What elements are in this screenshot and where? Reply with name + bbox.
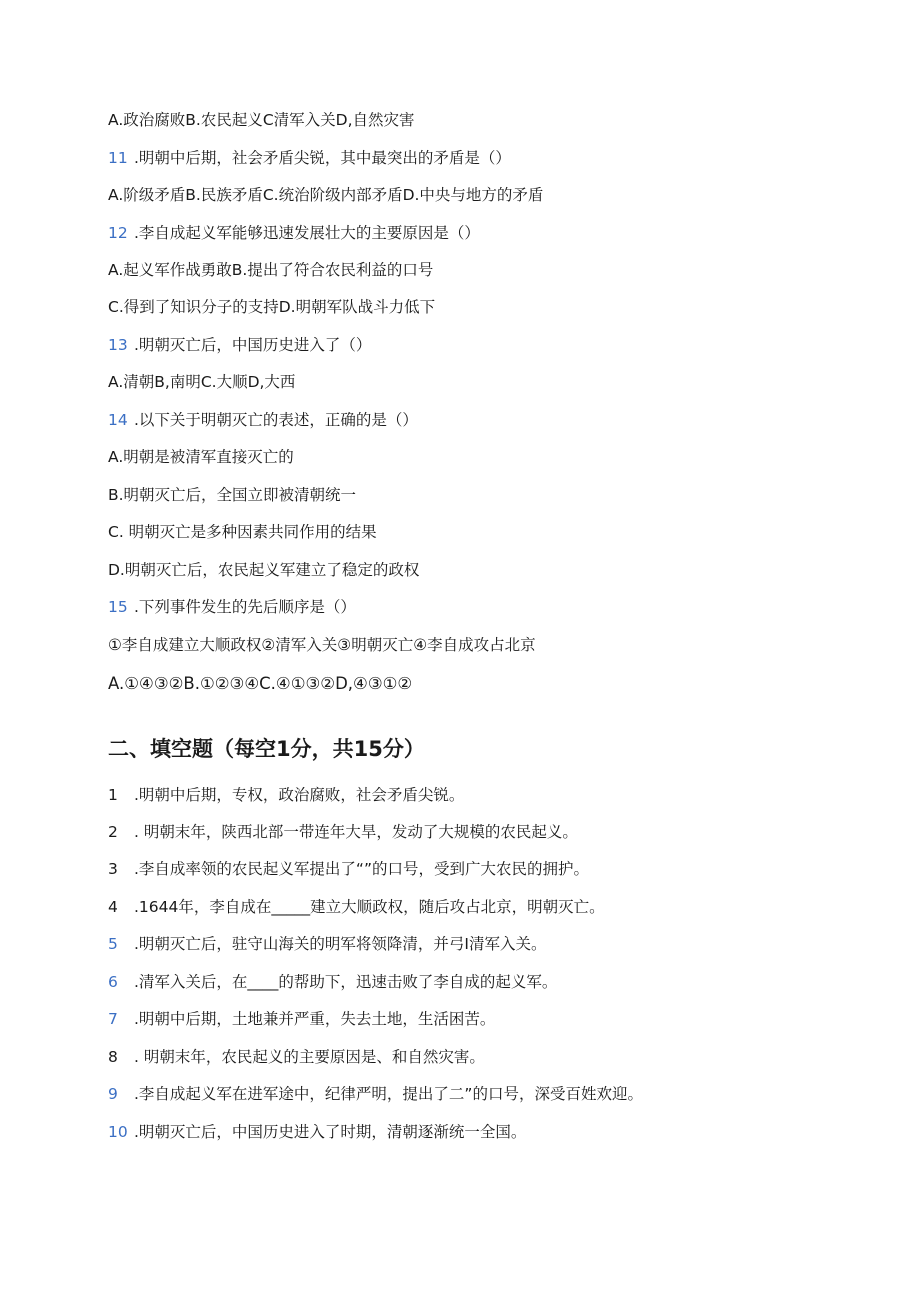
item-text: . 明朝末年，陕西北部一带连年大旱，发动了大规模的农民起义。 bbox=[134, 823, 578, 841]
fill-item-4 bbox=[108, 897, 605, 917]
item-text: .明朝灭亡后，中国历史进入了时期，清朝逐渐统一全国。 bbox=[134, 1123, 527, 1141]
q11-options: A.阶级矛盾B.民族矛盾C.统治阶级内部矛盾D.中央与地方的矛盾 bbox=[108, 186, 544, 204]
fill-item-3 bbox=[108, 859, 589, 879]
fill-item-8 bbox=[108, 1047, 485, 1067]
q14-option-a: A.明朝是被清军直接灭亡的 bbox=[108, 448, 294, 466]
item-number: 9 bbox=[108, 1085, 118, 1103]
item-text: .李自成率领的农民起义军提出了“”的口号，受到广大农民的拥护。 bbox=[134, 860, 589, 878]
question-15 bbox=[108, 597, 356, 617]
q12-options-line-2: C.得到了知识分子的支持D.明朝军队战斗力低下 bbox=[108, 298, 436, 316]
item-text: .李自成起义军在进军途中，纪律严明，提出了二”的口号，深受百姓欢迎。 bbox=[134, 1085, 643, 1103]
fill-item-7 bbox=[108, 1009, 495, 1029]
item-number: 2 bbox=[108, 823, 118, 841]
question-text: .下列事件发生的先后顺序是（） bbox=[134, 598, 356, 616]
question-number: 14 bbox=[108, 411, 128, 429]
q14-option-b: B.明朝灭亡后，全国立即被清朝统一 bbox=[108, 486, 357, 504]
item-number: 10 bbox=[108, 1123, 128, 1141]
question-12 bbox=[108, 223, 480, 243]
fill-item-9 bbox=[108, 1084, 643, 1104]
item-number: 6 bbox=[108, 973, 118, 991]
item-number: 4 bbox=[108, 898, 118, 916]
item-text: .1644年，李自成在_____建立大顺政权，随后攻占北京，明朝灭亡。 bbox=[134, 898, 605, 916]
q15-events: ①李自成建立大顺政权②清军入关③明朝灭亡④李自成攻占北京 bbox=[108, 636, 536, 654]
question-11 bbox=[108, 148, 511, 168]
question-number: 11 bbox=[108, 149, 128, 167]
q14-option-c: C. 明朝灭亡是多种因素共同作用的结果 bbox=[108, 523, 377, 541]
item-text: .明朝中后期，专权，政治腐败，社会矛盾尖锐。 bbox=[134, 786, 465, 804]
item-number: 3 bbox=[108, 860, 118, 878]
q12-options-line-1: A.起义军作战勇敢B.提出了符合农民利益的口号 bbox=[108, 261, 434, 279]
q15-options: A.①④③②B.①②③④C.④①③②D,④③①② bbox=[108, 674, 413, 693]
question-number: 13 bbox=[108, 336, 128, 354]
q13-options: A.清朝B,南明C.大顺D,大西 bbox=[108, 373, 296, 391]
item-text: .清军入关后，在____的帮助下，迅速击败了李自成的起义军。 bbox=[134, 973, 558, 991]
question-text: .明朝中后期，社会矛盾尖锐，其中最突出的矛盾是（） bbox=[134, 149, 511, 167]
question-14 bbox=[108, 410, 418, 430]
item-text: . 明朝末年，农民起义的主要原因是、和自然灾害。 bbox=[134, 1048, 485, 1066]
fill-item-2 bbox=[108, 822, 578, 842]
q14-option-d: D.明朝灭亡后，农民起义军建立了稳定的政权 bbox=[108, 561, 420, 579]
fill-item-10 bbox=[108, 1122, 526, 1142]
item-number: 8 bbox=[108, 1048, 118, 1066]
question-13 bbox=[108, 335, 371, 355]
item-number: 1 bbox=[108, 786, 118, 804]
section-2-title: 二、填空题（每空1分，共15分） bbox=[108, 737, 425, 761]
item-text: .明朝中后期，土地兼并严重，失去土地，生活困苦。 bbox=[134, 1010, 496, 1028]
q10-options: A.政治腐败B.农民起义C清军入关D,自然灾害 bbox=[108, 111, 415, 129]
question-number: 15 bbox=[108, 598, 128, 616]
fill-item-5 bbox=[108, 934, 547, 954]
question-number: 12 bbox=[108, 224, 128, 242]
fill-item-1 bbox=[108, 785, 464, 805]
item-text: .明朝灭亡后，驻守山海关的明军将领降清，并弓I清军入关。 bbox=[134, 935, 547, 953]
question-text: .李自成起义军能够迅速发展壮大的主要原因是（） bbox=[134, 224, 480, 242]
question-text: .以下关于明朝灭亡的表述，正确的是（） bbox=[134, 411, 418, 429]
item-number: 7 bbox=[108, 1010, 118, 1028]
fill-item-6 bbox=[108, 972, 557, 992]
item-number: 5 bbox=[108, 935, 118, 953]
question-text: .明朝灭亡后，中国历史进入了（） bbox=[134, 336, 372, 354]
